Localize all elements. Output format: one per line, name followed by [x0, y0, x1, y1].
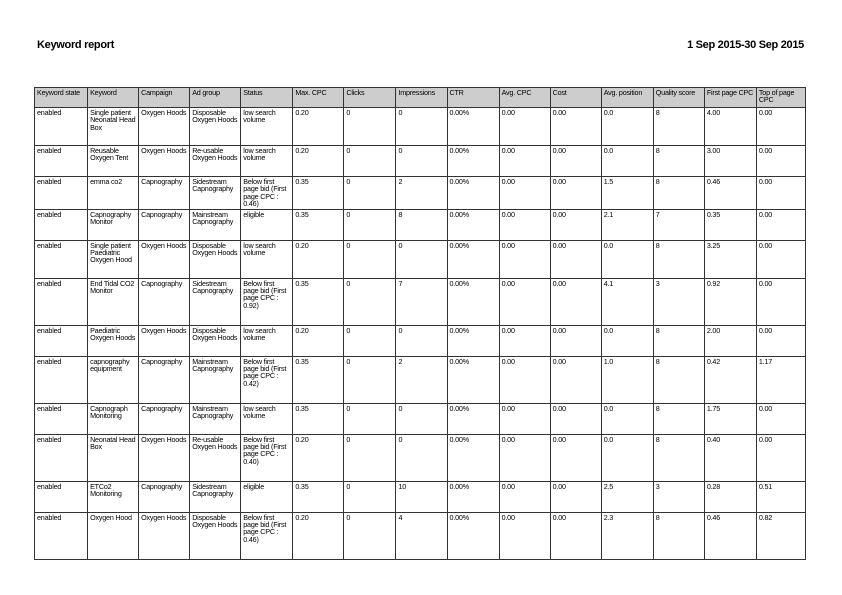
cell-cost: 0.00	[550, 240, 601, 278]
cell-avg-position: 2.3	[601, 512, 653, 559]
cell-max-cpc: 0.20	[293, 146, 344, 177]
cell-avg-cpc: 0.00	[499, 403, 550, 434]
cell-impressions: 4	[396, 512, 447, 559]
cell-ad-group: Sidestream Capnography	[190, 278, 241, 325]
cell-avg-position: 0.0	[601, 403, 653, 434]
cell-avg-position: 2.5	[601, 481, 653, 512]
cell-top-of-page-cpc: 1.17	[756, 356, 805, 403]
cell-status: eligible	[241, 209, 293, 240]
col-header-keyword-state: Keyword state	[35, 88, 88, 108]
cell-cost: 0.00	[550, 177, 601, 210]
cell-top-of-page-cpc: 0.82	[756, 512, 805, 559]
cell-avg-position: 0.0	[601, 146, 653, 177]
cell-keyword-state: enabled	[35, 356, 88, 403]
cell-campaign: Capnography	[139, 177, 190, 210]
col-header-quality-score: Quality score	[653, 88, 704, 108]
cell-max-cpc: 0.35	[293, 356, 344, 403]
cell-cost: 0.00	[550, 434, 601, 481]
cell-ad-group: Mainstream Capnography	[190, 356, 241, 403]
cell-avg-cpc: 0.00	[499, 512, 550, 559]
cell-impressions: 0	[396, 403, 447, 434]
cell-avg-cpc: 0.00	[499, 481, 550, 512]
cell-avg-position: 0.0	[601, 325, 653, 356]
cell-cost: 0.00	[550, 512, 601, 559]
cell-quality-score: 8	[653, 434, 704, 481]
cell-avg-position: 0.0	[601, 434, 653, 481]
cell-top-of-page-cpc: 0.00	[756, 177, 805, 210]
col-header-status: Status	[241, 88, 293, 108]
cell-top-of-page-cpc: 0.00	[756, 325, 805, 356]
cell-quality-score: 7	[653, 209, 704, 240]
cell-keyword-state: enabled	[35, 146, 88, 177]
cell-max-cpc: 0.35	[293, 481, 344, 512]
cell-campaign: Oxygen Hoods	[139, 240, 190, 278]
cell-campaign: Oxygen Hoods	[139, 108, 190, 146]
cell-first-page-cpc: 3.00	[704, 146, 756, 177]
cell-keyword-state: enabled	[35, 240, 88, 278]
cell-keyword: ETCo2 Monitoring	[88, 481, 139, 512]
cell-impressions: 0	[396, 434, 447, 481]
cell-first-page-cpc: 0.35	[704, 209, 756, 240]
cell-first-page-cpc: 0.42	[704, 356, 756, 403]
cell-campaign: Capnography	[139, 481, 190, 512]
cell-status: Below first page bid (First page CPC : 0.42)	[241, 356, 293, 403]
cell-clicks: 0	[344, 146, 396, 177]
cell-keyword: End Tidal CO2 Monitor	[88, 278, 139, 325]
cell-impressions: 10	[396, 481, 447, 512]
cell-first-page-cpc: 0.28	[704, 481, 756, 512]
report-date-range: 1 Sep 2015-30 Sep 2015	[687, 39, 804, 51]
cell-ctr: 0.00%	[447, 325, 499, 356]
cell-ad-group: Mainstream Capnography	[190, 403, 241, 434]
cell-quality-score: 8	[653, 325, 704, 356]
cell-campaign: Oxygen Hoods	[139, 146, 190, 177]
cell-quality-score: 8	[653, 146, 704, 177]
cell-quality-score: 8	[653, 108, 704, 146]
cell-campaign: Capnography	[139, 403, 190, 434]
cell-max-cpc: 0.20	[293, 434, 344, 481]
cell-ctr: 0.00%	[447, 356, 499, 403]
cell-keyword-state: enabled	[35, 209, 88, 240]
col-header-impressions: Impressions	[396, 88, 447, 108]
cell-status: Below first page bid (First page CPC : 0.46)	[241, 177, 293, 210]
cell-first-page-cpc: 3.25	[704, 240, 756, 278]
cell-first-page-cpc: 0.46	[704, 177, 756, 210]
cell-cost: 0.00	[550, 209, 601, 240]
cell-ad-group: Re-usable Oxygen Hoods	[190, 146, 241, 177]
cell-quality-score: 3	[653, 278, 704, 325]
cell-keyword-state: enabled	[35, 108, 88, 146]
cell-avg-position: 4.1	[601, 278, 653, 325]
cell-avg-cpc: 0.00	[499, 177, 550, 210]
cell-avg-cpc: 0.00	[499, 325, 550, 356]
cell-status: low search volume	[241, 403, 293, 434]
cell-max-cpc: 0.20	[293, 512, 344, 559]
cell-ctr: 0.00%	[447, 209, 499, 240]
cell-quality-score: 8	[653, 177, 704, 210]
cell-clicks: 0	[344, 356, 396, 403]
cell-clicks: 0	[344, 240, 396, 278]
cell-ctr: 0.00%	[447, 177, 499, 210]
cell-keyword: Single patient Paediatric Oxygen Hood	[88, 240, 139, 278]
cell-ad-group: Re-usable Oxygen Hoods	[190, 434, 241, 481]
table-row	[35, 240, 806, 278]
cell-ad-group: Sidestream Capnography	[190, 481, 241, 512]
col-header-top-of-page-cpc: Top of page CPC	[756, 88, 805, 108]
cell-campaign: Oxygen Hoods	[139, 434, 190, 481]
cell-keyword-state: enabled	[35, 481, 88, 512]
cell-first-page-cpc: 1.75	[704, 403, 756, 434]
cell-impressions: 2	[396, 356, 447, 403]
cell-max-cpc: 0.20	[293, 240, 344, 278]
cell-top-of-page-cpc: 0.00	[756, 278, 805, 325]
cell-top-of-page-cpc: 0.00	[756, 434, 805, 481]
cell-status: Below first page bid (First page CPC : 0.92)	[241, 278, 293, 325]
cell-clicks: 0	[344, 108, 396, 146]
cell-keyword-state: enabled	[35, 177, 88, 210]
col-header-cost: Cost	[550, 88, 601, 108]
col-header-clicks: Clicks	[344, 88, 396, 108]
cell-impressions: 2	[396, 177, 447, 210]
cell-avg-cpc: 0.00	[499, 278, 550, 325]
cell-impressions: 0	[396, 108, 447, 146]
cell-avg-position: 1.0	[601, 356, 653, 403]
cell-keyword: capnography equipment	[88, 356, 139, 403]
table-row	[35, 512, 806, 559]
col-header-ctr: CTR	[447, 88, 499, 108]
cell-impressions: 0	[396, 146, 447, 177]
cell-impressions: 0	[396, 325, 447, 356]
col-header-keyword: Keyword	[88, 88, 139, 108]
table-row	[35, 108, 806, 146]
cell-campaign: Capnography	[139, 209, 190, 240]
table-row	[35, 356, 806, 403]
cell-impressions: 8	[396, 209, 447, 240]
cell-campaign: Oxygen Hoods	[139, 512, 190, 559]
cell-cost: 0.00	[550, 146, 601, 177]
cell-first-page-cpc: 4.00	[704, 108, 756, 146]
cell-status: Below first page bid (First page CPC : 0.46)	[241, 512, 293, 559]
table-row	[35, 209, 806, 240]
cell-keyword-state: enabled	[35, 403, 88, 434]
table-header	[35, 88, 806, 108]
col-header-first-page-cpc: First page CPC	[704, 88, 756, 108]
cell-keyword: Reusable Oxygen Tent	[88, 146, 139, 177]
cell-keyword: Paediatric Oxygen Hoods	[88, 325, 139, 356]
col-header-max-cpc: Max. CPC	[293, 88, 344, 108]
cell-top-of-page-cpc: 0.00	[756, 108, 805, 146]
cell-ad-group: Disposable Oxygen Hoods	[190, 240, 241, 278]
cell-ad-group: Disposable Oxygen Hoods	[190, 108, 241, 146]
table-row	[35, 177, 806, 210]
cell-keyword-state: enabled	[35, 434, 88, 481]
cell-ctr: 0.00%	[447, 278, 499, 325]
cell-ctr: 0.00%	[447, 512, 499, 559]
report-title: Keyword report	[37, 39, 115, 51]
cell-status: low search volume	[241, 240, 293, 278]
table-row	[35, 403, 806, 434]
cell-avg-position: 0.0	[601, 108, 653, 146]
cell-clicks: 0	[344, 325, 396, 356]
table-row	[35, 325, 806, 356]
cell-cost: 0.00	[550, 278, 601, 325]
cell-keyword-state: enabled	[35, 325, 88, 356]
cell-cost: 0.00	[550, 325, 601, 356]
cell-ctr: 0.00%	[447, 481, 499, 512]
cell-impressions: 7	[396, 278, 447, 325]
cell-first-page-cpc: 0.92	[704, 278, 756, 325]
cell-ad-group: Disposable Oxygen Hoods	[190, 325, 241, 356]
cell-quality-score: 3	[653, 481, 704, 512]
cell-status: eligible	[241, 481, 293, 512]
cell-clicks: 0	[344, 512, 396, 559]
cell-max-cpc: 0.35	[293, 403, 344, 434]
cell-avg-position: 2.1	[601, 209, 653, 240]
cell-status: Below first page bid (First page CPC : 0.40)	[241, 434, 293, 481]
cell-avg-position: 1.5	[601, 177, 653, 210]
cell-first-page-cpc: 2.00	[704, 325, 756, 356]
cell-clicks: 0	[344, 434, 396, 481]
cell-avg-cpc: 0.00	[499, 434, 550, 481]
cell-ctr: 0.00%	[447, 403, 499, 434]
cell-ctr: 0.00%	[447, 108, 499, 146]
cell-ad-group: Sidestream Capnography	[190, 177, 241, 210]
cell-max-cpc: 0.20	[293, 108, 344, 146]
table-row	[35, 481, 806, 512]
cell-cost: 0.00	[550, 356, 601, 403]
cell-clicks: 0	[344, 403, 396, 434]
cell-avg-cpc: 0.00	[499, 356, 550, 403]
cell-ctr: 0.00%	[447, 146, 499, 177]
cell-max-cpc: 0.20	[293, 325, 344, 356]
cell-keyword: Neonatal Head Box	[88, 434, 139, 481]
cell-impressions: 0	[396, 240, 447, 278]
cell-clicks: 0	[344, 481, 396, 512]
cell-avg-cpc: 0.00	[499, 240, 550, 278]
cell-quality-score: 8	[653, 356, 704, 403]
table-row	[35, 434, 806, 481]
cell-ad-group: Mainstream Capnography	[190, 209, 241, 240]
cell-top-of-page-cpc: 0.00	[756, 240, 805, 278]
cell-keyword: Oxygen Hood	[88, 512, 139, 559]
cell-campaign: Capnography	[139, 278, 190, 325]
header-row	[35, 88, 806, 108]
cell-clicks: 0	[344, 209, 396, 240]
cell-first-page-cpc: 0.46	[704, 512, 756, 559]
cell-top-of-page-cpc: 0.00	[756, 146, 805, 177]
cell-ad-group: Disposable Oxygen Hoods	[190, 512, 241, 559]
cell-status: low search volume	[241, 146, 293, 177]
cell-clicks: 0	[344, 278, 396, 325]
cell-avg-cpc: 0.00	[499, 209, 550, 240]
col-header-avg-position: Avg. position	[601, 88, 653, 108]
col-header-avg-cpc: Avg. CPC	[499, 88, 550, 108]
cell-ctr: 0.00%	[447, 240, 499, 278]
cell-ctr: 0.00%	[447, 434, 499, 481]
col-header-campaign: Campaign	[139, 88, 190, 108]
cell-keyword: Capnograph Monitoring	[88, 403, 139, 434]
cell-campaign: Capnography	[139, 356, 190, 403]
cell-avg-cpc: 0.00	[499, 108, 550, 146]
cell-quality-score: 8	[653, 512, 704, 559]
table-row	[35, 146, 806, 177]
cell-keyword-state: enabled	[35, 278, 88, 325]
keyword-report-table	[34, 87, 806, 560]
cell-campaign: Oxygen Hoods	[139, 325, 190, 356]
cell-cost: 0.00	[550, 108, 601, 146]
col-header-ad-group: Ad group	[190, 88, 241, 108]
cell-top-of-page-cpc: 0.51	[756, 481, 805, 512]
cell-clicks: 0	[344, 177, 396, 210]
cell-cost: 0.00	[550, 403, 601, 434]
cell-keyword: emma co2	[88, 177, 139, 210]
cell-top-of-page-cpc: 0.00	[756, 403, 805, 434]
cell-quality-score: 8	[653, 240, 704, 278]
table-row	[35, 278, 806, 325]
cell-status: low search volume	[241, 325, 293, 356]
table-body	[35, 108, 806, 560]
cell-avg-position: 0.0	[601, 240, 653, 278]
cell-keyword: Single patient Neonatal Head Box	[88, 108, 139, 146]
cell-keyword-state: enabled	[35, 512, 88, 559]
cell-avg-cpc: 0.00	[499, 146, 550, 177]
cell-quality-score: 8	[653, 403, 704, 434]
cell-max-cpc: 0.35	[293, 209, 344, 240]
cell-max-cpc: 0.35	[293, 177, 344, 210]
cell-keyword: Capnography Monitor	[88, 209, 139, 240]
cell-first-page-cpc: 0.40	[704, 434, 756, 481]
cell-cost: 0.00	[550, 481, 601, 512]
cell-max-cpc: 0.35	[293, 278, 344, 325]
cell-top-of-page-cpc: 0.00	[756, 209, 805, 240]
cell-status: low search volume	[241, 108, 293, 146]
